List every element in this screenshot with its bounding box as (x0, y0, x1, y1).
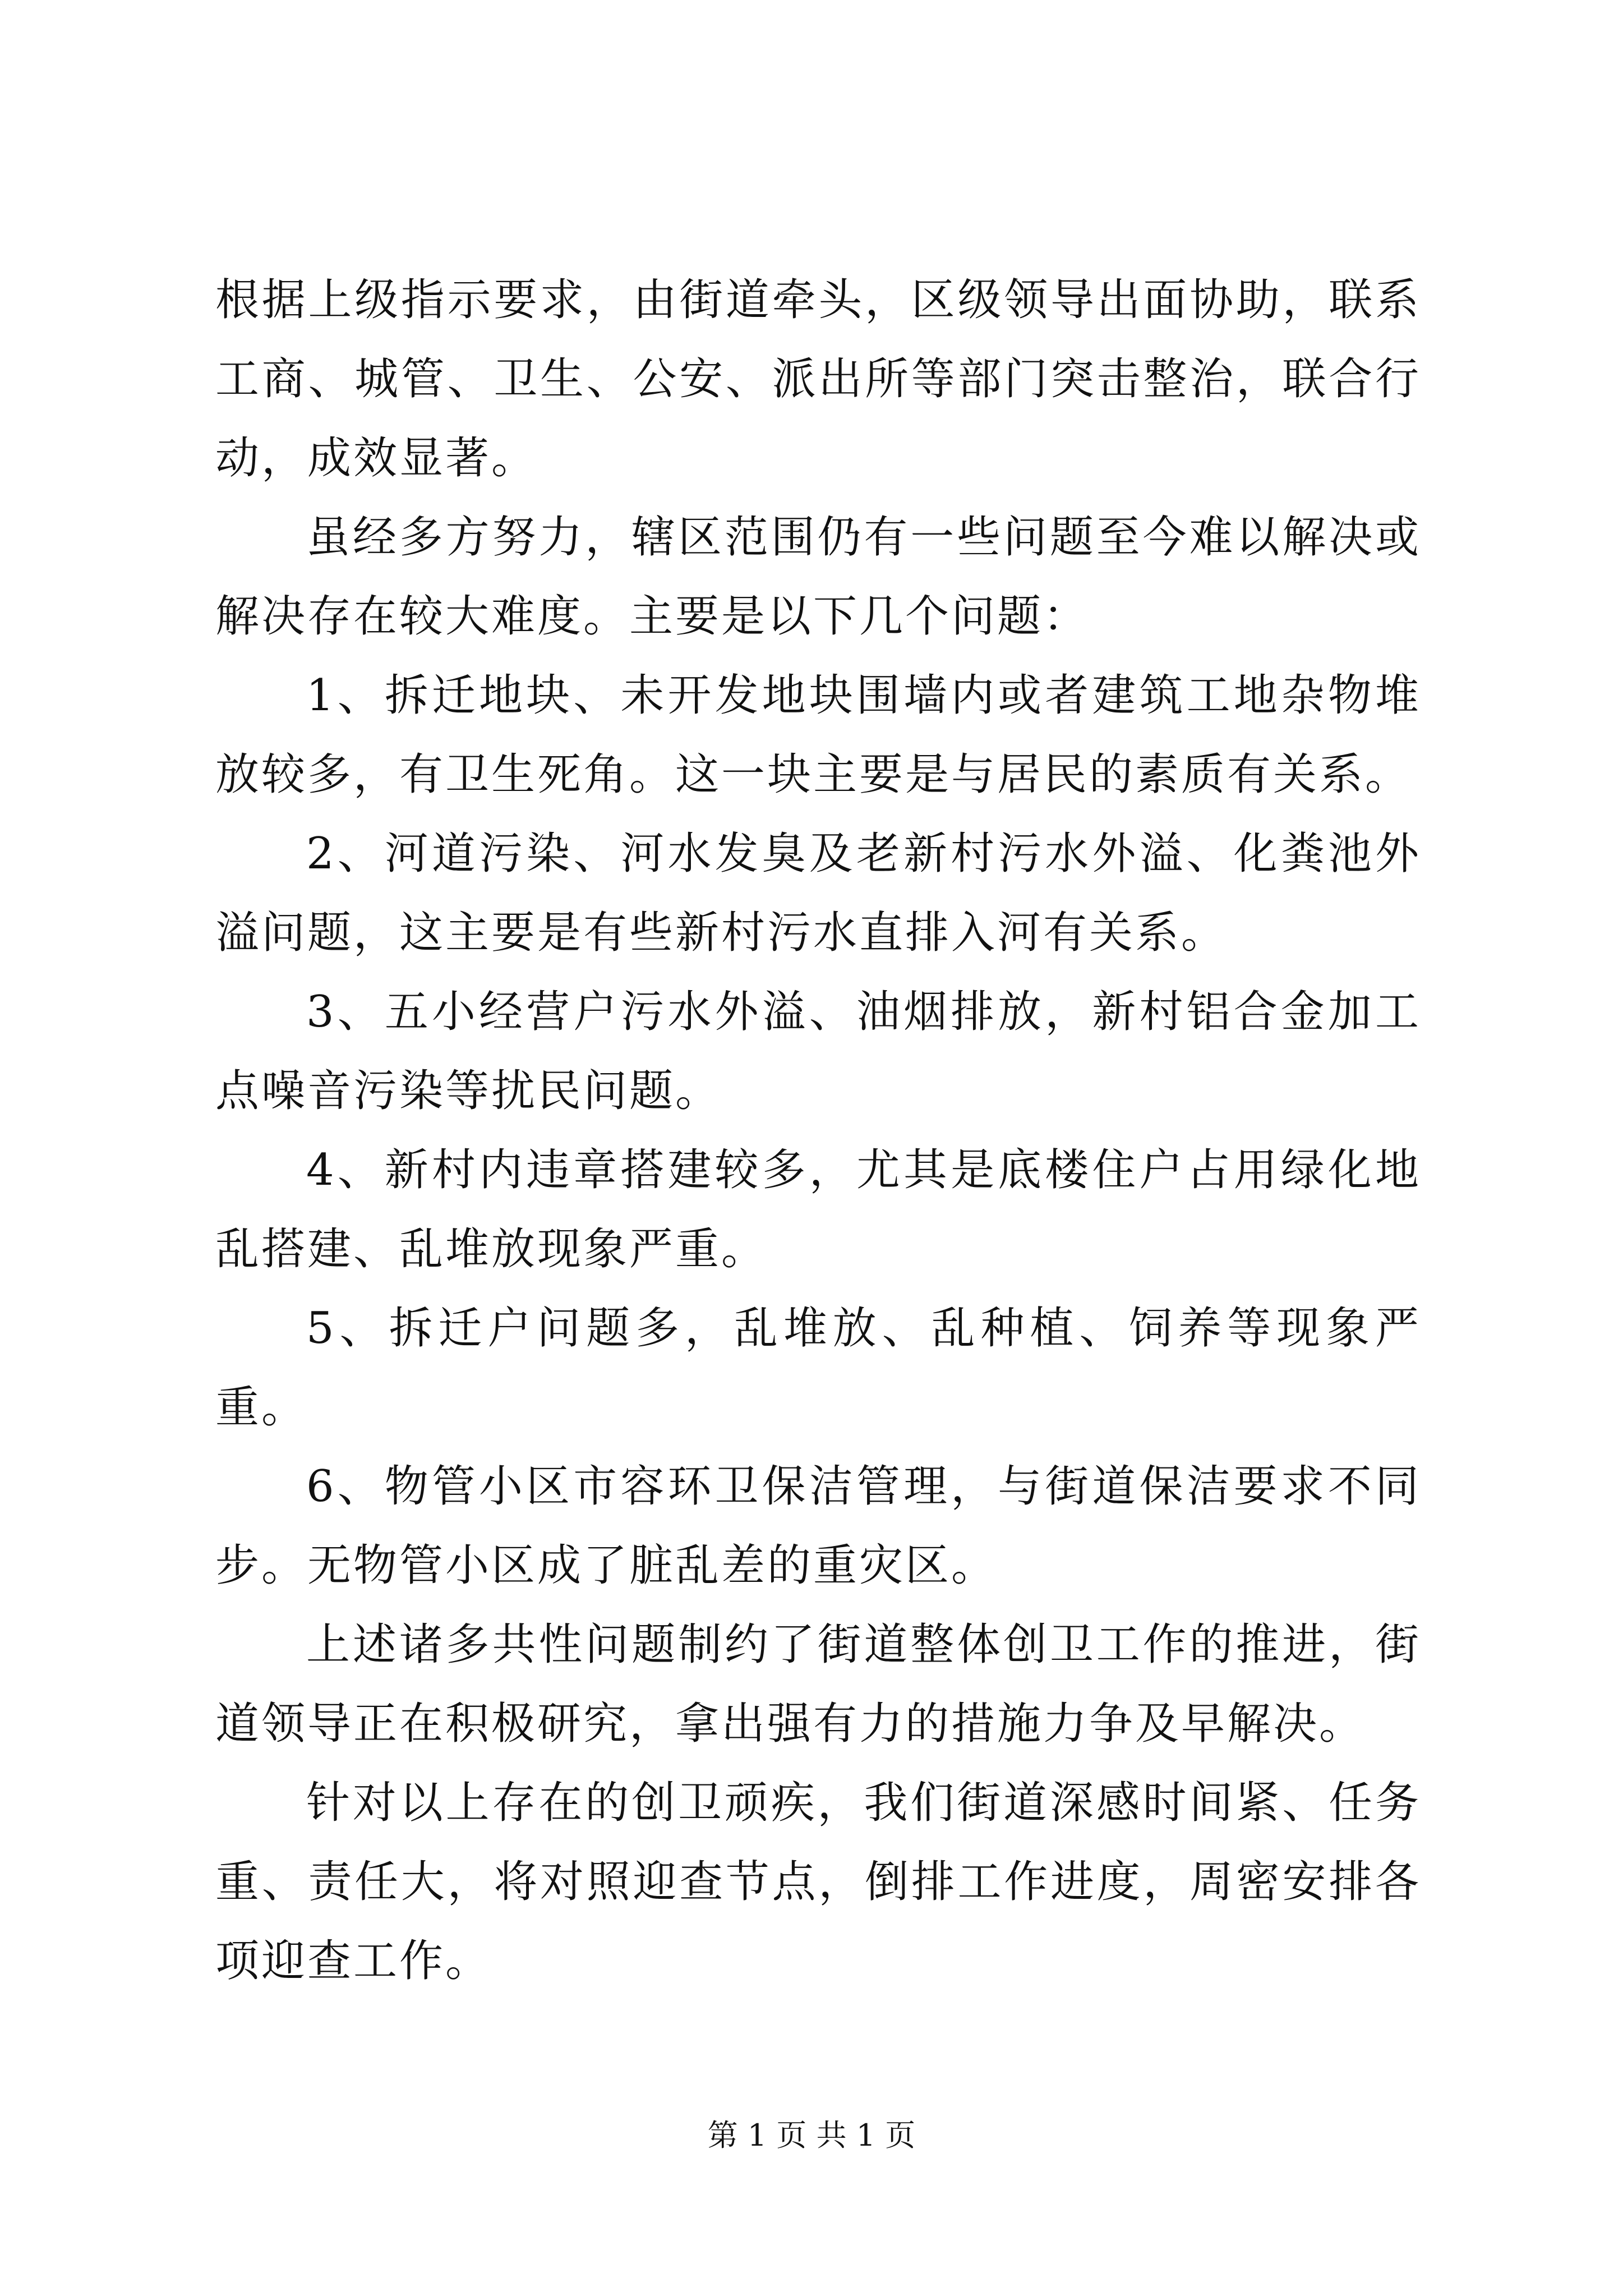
page-number-label: 第 1 页 共 1 页 (707, 2118, 916, 2153)
document-body (215, 261, 1421, 2001)
paragraph-item-6: 6、物管小区市容环卫保洁管理，与街道保洁要求不同步。无物管小区成了脏乱差的重灾区。 (215, 1461, 1421, 1591)
paragraph-conclusion: 针对以上存在的创卫顽疾，我们街道深感时间紧、任务重、责任大，将对照迎查节点，倒排工作进度，周密安排各项迎查工作。 (215, 1778, 1421, 1986)
paragraph-item-1: 1、拆迁地块、未开发地块围墙内或者建筑工地杂物堆放较多，有卫生死角。这一块主要是与居民的素质有关系。 (215, 670, 1421, 800)
paragraph-continuation: 根据上级指示要求，由街道牵头，区级领导出面协助，联系工商、城管、卫生、公安、派出所等部门突击整治，联合行动，成效显著。 (215, 275, 1421, 484)
paragraph-item-4: 4、新村内违章搭建较多，尤其是底楼住户占用绿化地乱搭建、乱堆放现象严重。 (215, 1145, 1421, 1274)
paragraph-item-2: 2、河道污染、河水发臭及老新村污水外溢、化粪池外溢问题，这主要是有些新村污水直排入河有关系。 (215, 829, 1421, 958)
paragraph-intro: 虽经多方努力，辖区范围仍有一些问题至今难以解决或解决存在较大难度。主要是以下几个问题： (215, 512, 1421, 642)
paragraph-item-5: 5、拆迁户问题多，乱堆放、乱种植、饲养等现象严重。 (215, 1303, 1421, 1433)
page-footer (0, 2116, 1623, 2155)
paragraph-item-3: 3、五小经营户污水外溢、油烟排放，新村铝合金加工点噪音污染等扰民问题。 (215, 987, 1421, 1116)
paragraph-summary: 上述诸多共性问题制约了街道整体创卫工作的推进，街道领导正在积极研究，拿出强有力的措施力争及早解决。 (215, 1619, 1421, 1749)
